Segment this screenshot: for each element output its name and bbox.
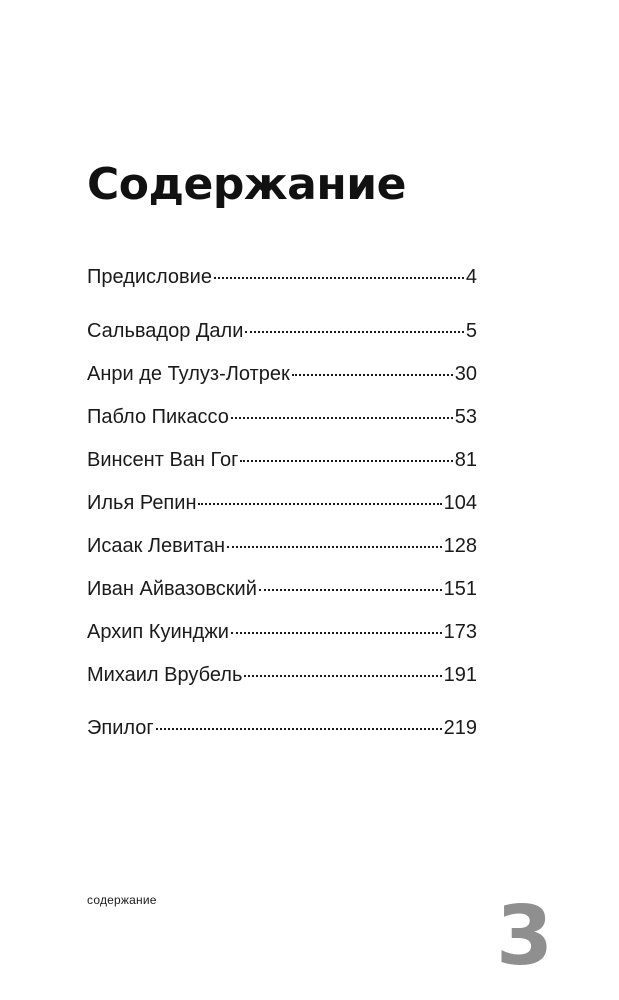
toc-entry — [87, 361, 477, 387]
running-footer-label: содержание — [87, 893, 157, 907]
toc-entry-title: Предисловие — [87, 266, 212, 288]
toc-dot-leader — [240, 460, 452, 462]
table-of-contents — [87, 0, 477, 1000]
toc-entry — [87, 662, 477, 688]
toc-entry-title: Сальвадор Дали — [87, 320, 244, 342]
toc-entry — [87, 619, 477, 645]
toc-entry-page: 53 — [454, 406, 477, 428]
toc-entry-title: Винсент Ван Гог — [87, 449, 239, 471]
toc-dot-leader — [198, 503, 441, 505]
toc-entry-title: Эпилог — [87, 717, 154, 739]
toc-entry-page: 219 — [443, 717, 477, 739]
toc-dot-leader — [231, 417, 453, 419]
toc-entry-title: Исаак Левитан — [87, 535, 226, 557]
toc-entry — [87, 576, 477, 602]
toc-entry-title: Анри де Тулуз-Лотрек — [87, 363, 290, 385]
toc-entry — [87, 490, 477, 516]
toc-entry — [87, 533, 477, 559]
toc-dot-leader — [214, 277, 464, 279]
toc-entry — [87, 404, 477, 430]
toc-dot-leader — [259, 589, 442, 591]
toc-entry — [87, 318, 477, 344]
toc-entry-page: 173 — [443, 621, 477, 643]
toc-entry-page: 5 — [465, 320, 477, 342]
toc-entry-page: 104 — [443, 492, 477, 514]
toc-dot-leader — [245, 331, 463, 333]
toc-entry-page: 128 — [443, 535, 477, 557]
toc-entry — [87, 447, 477, 473]
toc-dot-leader — [156, 728, 442, 730]
toc-dot-leader — [231, 632, 442, 634]
toc-entry — [87, 715, 477, 741]
toc-entry-title: Архип Куинджи — [87, 621, 229, 643]
toc-entry-page: 151 — [443, 578, 477, 600]
toc-entry-page: 81 — [454, 449, 477, 471]
page-number: 3 — [495, 889, 553, 984]
toc-dot-leader — [227, 546, 442, 548]
toc-entry-title: Михаил Врубель — [87, 664, 243, 686]
toc-entry-page: 30 — [454, 363, 477, 385]
toc-entry-title: Пабло Пикассо — [87, 406, 229, 428]
toc-entry-title: Иван Айвазовский — [87, 578, 257, 600]
toc-dot-leader — [292, 374, 453, 376]
page-title: Содержание — [87, 159, 406, 210]
toc-entry-page: 4 — [465, 266, 477, 288]
toc-entry — [87, 264, 477, 290]
toc-entry-title: Илья Репин — [87, 492, 197, 514]
toc-entry-page: 191 — [443, 664, 477, 686]
toc-dot-leader — [244, 675, 441, 677]
